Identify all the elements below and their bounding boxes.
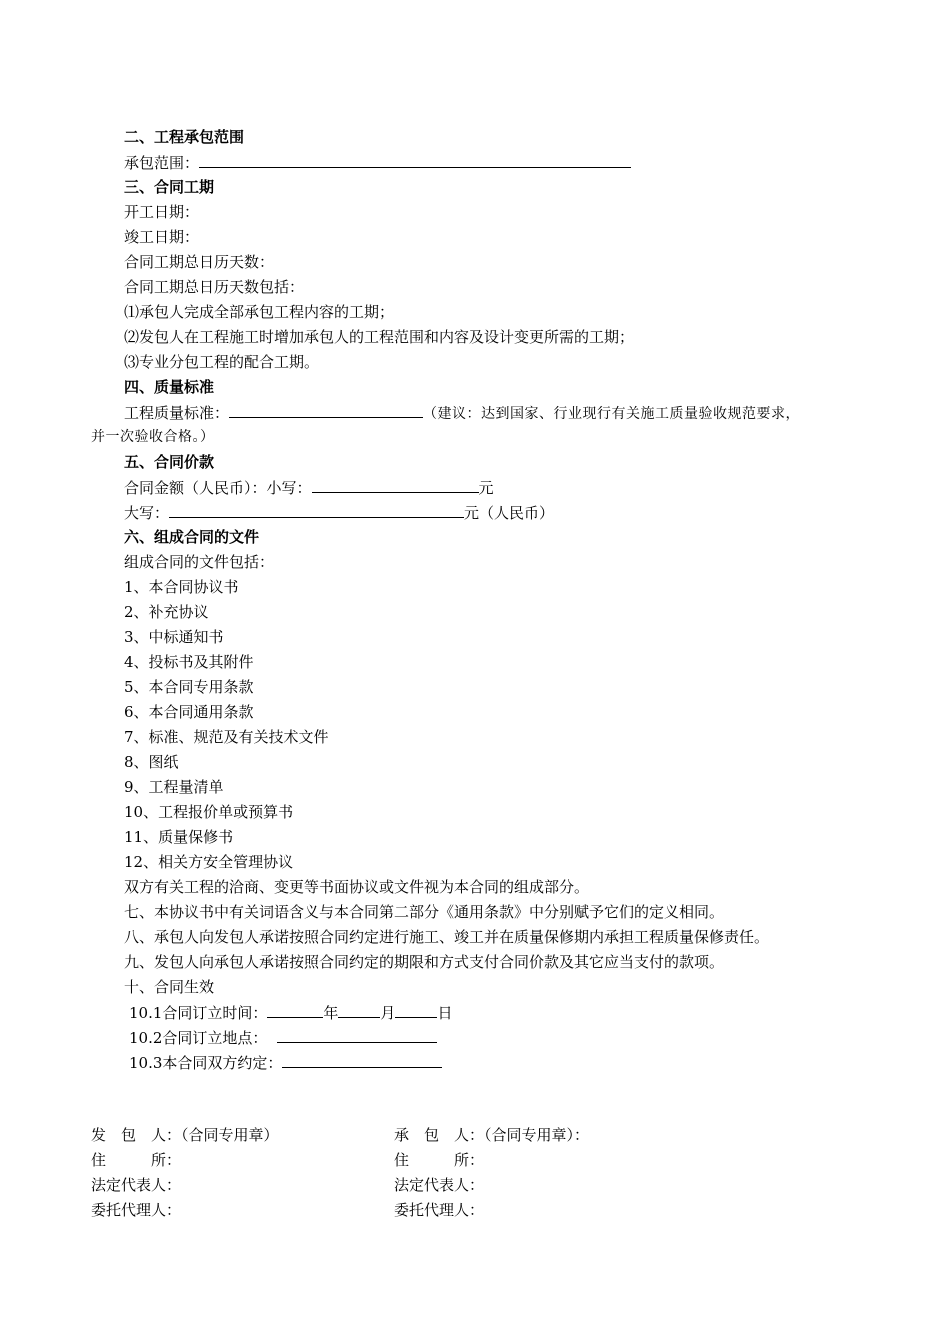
price-small-unit: 元: [478, 479, 494, 497]
signing-place-blank[interactable]: [277, 1026, 437, 1043]
document-item: 11、质量保修书: [124, 828, 234, 846]
price-small-line: [124, 476, 494, 499]
end-date-label: 竣工日期：: [124, 228, 200, 246]
price-small-blank[interactable]: [312, 476, 479, 493]
document-item: 5、本合同专用条款: [124, 678, 254, 696]
employer-agent: 委托代理人：: [91, 1201, 182, 1219]
contractor-legal-rep: 法定代表人：: [394, 1176, 485, 1194]
section-4-title: 四、质量标准: [124, 378, 215, 396]
year-label: 年: [323, 1004, 339, 1022]
contractor-address: 住 所：: [394, 1151, 485, 1169]
year-blank[interactable]: [267, 1001, 323, 1018]
duration-item-2: ⑵发包人在工程施工时增加承包人的工程范围和内容及设计变更所需的工期；: [124, 328, 635, 346]
document-item: 1、本合同协议书: [124, 578, 239, 596]
agreement-blank[interactable]: [282, 1051, 442, 1068]
scope-blank[interactable]: [199, 151, 631, 168]
signing-place-label: 10.2合同订立地点：: [129, 1029, 268, 1047]
document-item: 6、本合同通用条款: [124, 703, 254, 721]
agreement-label: 10.3本合同双方约定：: [129, 1054, 283, 1072]
signing-time-label: 10.1合同订立时间：: [129, 1004, 268, 1022]
day-label: 日: [437, 1004, 453, 1022]
document-item: 2、补充协议: [124, 603, 209, 621]
document-item: 7、标准、规范及有关技术文件: [124, 728, 329, 746]
agreement-line: [129, 1051, 442, 1074]
employer-party: 发 包 人：（合同专用章）: [91, 1126, 279, 1144]
section-3-title: 三、合同工期: [124, 178, 215, 196]
price-big-line: [124, 501, 554, 524]
document-item: 12、相关方安全管理协议: [124, 853, 294, 871]
total-days-includes: 合同工期总日历天数包括：: [124, 278, 305, 296]
section-10-title: 十、合同生效: [124, 978, 215, 996]
section-9: 九、发包人向承包人承诺按照合同约定的期限和方式支付合同价款及其它应当支付的款项。: [124, 953, 725, 971]
month-blank[interactable]: [338, 1001, 380, 1018]
document-item: 10、工程报价单或预算书: [124, 803, 294, 821]
documents-footer: 双方有关工程的洽商、变更等书面协议或文件视为本合同的组成部分。: [124, 878, 590, 896]
section-5-title: 五、合同价款: [124, 453, 215, 471]
documents-intro: 组成合同的文件包括：: [124, 553, 275, 571]
price-big-unit: 元（人民币）: [464, 504, 555, 522]
duration-item-1: ⑴承包人完成全部承包工程内容的工期；: [124, 303, 395, 321]
employer-legal-rep: 法定代表人：: [91, 1176, 182, 1194]
document-item: 4、投标书及其附件: [124, 653, 254, 671]
price-big-blank[interactable]: [169, 501, 464, 518]
signing-time-line: [129, 1001, 452, 1024]
document-item: 9、工程量清单: [124, 778, 224, 796]
quality-note: （建议：达到国家、行业现行有关施工质量验收规范要求，: [423, 406, 801, 422]
quality-label: 工程质量标准：: [124, 404, 230, 422]
section-8: 八、承包人向发包人承诺按照合同约定进行施工、竣工并在质量保修期内承担工程质量保修责任。: [124, 928, 770, 946]
signing-place-line: [129, 1026, 437, 1049]
start-date-label: 开工日期：: [124, 203, 200, 221]
section-2-title: 二、工程承包范围: [124, 128, 245, 146]
contractor-party: 承 包 人：（合同专用章）：: [394, 1126, 590, 1144]
employer-address: 住 所：: [91, 1151, 182, 1169]
month-label: 月: [380, 1004, 396, 1022]
day-blank[interactable]: [395, 1001, 437, 1018]
total-days-label: 合同工期总日历天数：: [124, 253, 275, 271]
quality-blank[interactable]: [229, 401, 423, 418]
quality-note-cont: 并一次验收合格。）: [91, 429, 215, 445]
scope-line: [124, 151, 631, 174]
document-item: 3、中标通知书: [124, 628, 224, 646]
duration-item-3: ⑶专业分包工程的配合工期。: [124, 353, 320, 371]
quality-line: [124, 401, 800, 425]
section-7: 七、本协议书中有关词语含义与本合同第二部分《通用条款》中分别赋予它们的定义相同。: [124, 903, 725, 921]
section-6-title: 六、组成合同的文件: [124, 528, 260, 546]
document-item: 8、图纸: [124, 753, 179, 771]
contractor-agent: 委托代理人：: [394, 1201, 485, 1219]
scope-label: 承包范围：: [124, 154, 200, 172]
price-small-label: 合同金额（人民币）：小写：: [124, 479, 312, 497]
price-big-label: 大写：: [124, 504, 170, 522]
